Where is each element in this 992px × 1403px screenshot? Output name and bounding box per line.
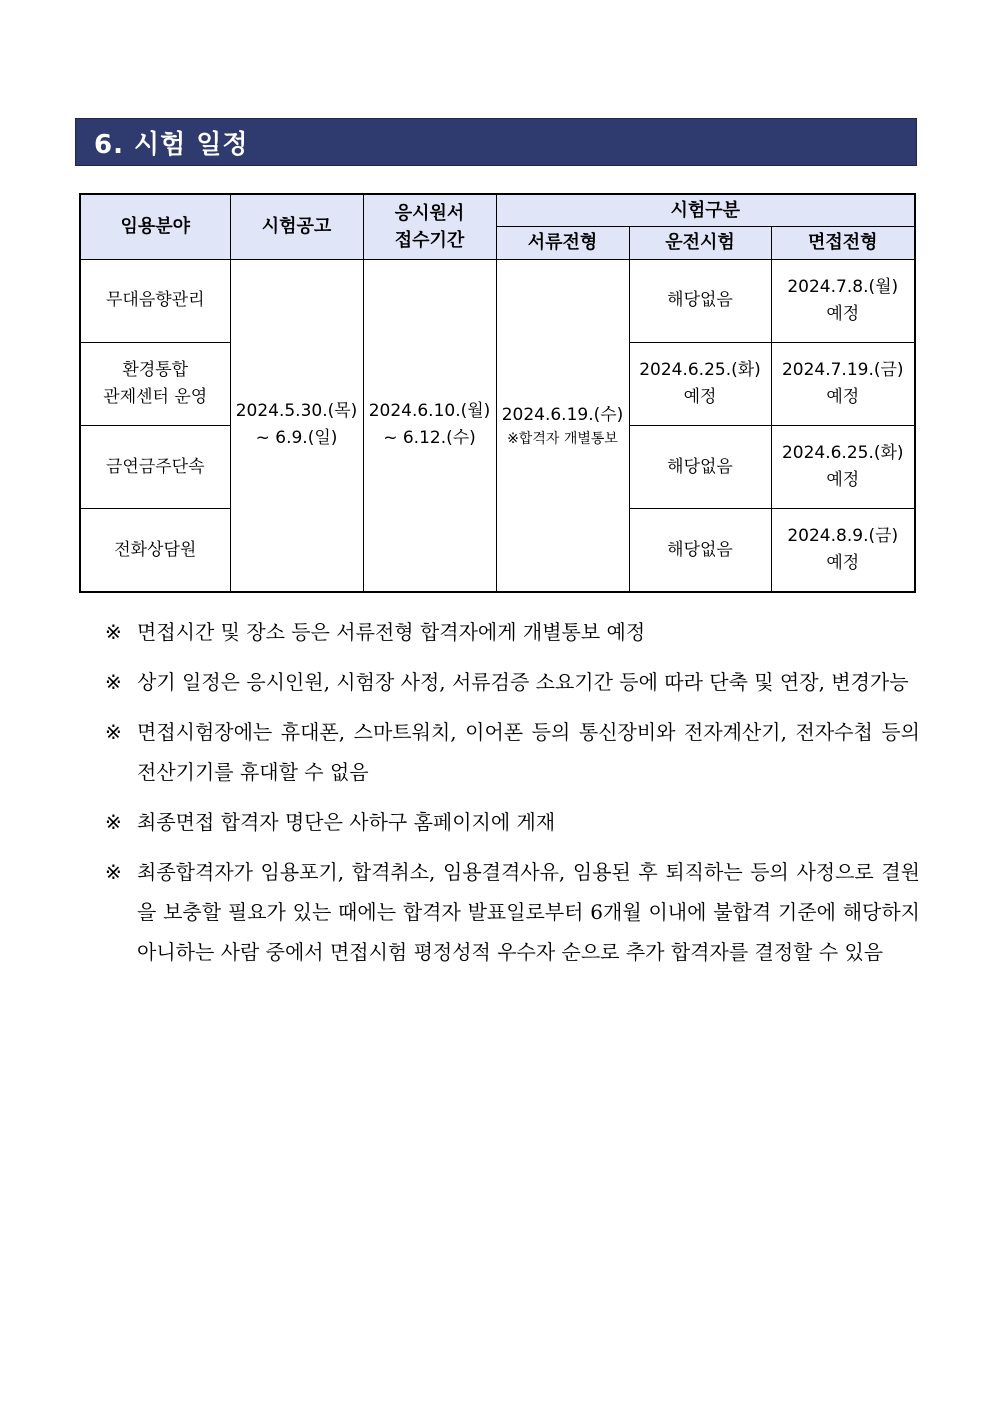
doc-cell (496, 259, 629, 592)
field-cell: 무대음향관리 (80, 259, 230, 342)
doc-note: ※합격자 개별통보 (507, 430, 618, 447)
field-cell: 전화상담원 (80, 509, 230, 592)
section-title: 6. 시험 일정 (94, 129, 249, 160)
note-mark: ※ (105, 670, 122, 694)
drive-cell: 2024.6.25.(화) 예정 (629, 342, 771, 425)
header-exam-group: 시험구분 (496, 194, 915, 226)
note-text: 면접시간 및 장소 등은 서류전형 합격자에게 개별통보 예정 (137, 620, 646, 644)
field-cell: 환경통합 관제센터 운영 (80, 342, 230, 425)
note-item (105, 802, 920, 842)
note-mark: ※ (105, 860, 122, 884)
table-row (80, 259, 915, 342)
note-mark: ※ (105, 620, 122, 644)
note-mark: ※ (105, 810, 122, 834)
interview-cell: 2024.6.25.(화) 예정 (771, 426, 915, 509)
note-text: 면접시험장에는 휴대폰, 스마트워치, 이어폰 등의 통신장비와 전자계산기, 전자수첩 등의 전산기기를 휴대할 수 없음 (137, 720, 920, 784)
note-text: 최종합격자가 임용포기, 합격취소, 임용결격사유, 임용된 후 퇴직하는 등의 사정으로 결원을 보충할 필요가 있는 때에는 합격자 발표일로부터 6개월 이내에 불합격 기준에 해당하지 아니하는 사람 중에서 면접시험 평정성적 우수자 순으로 추가 합격자를 결정할 수 있음 (137, 860, 920, 964)
note-text: 상기 일정은 응시인원, 시험장 사정, 서류검증 소요기간 등에 따라 단축 및 연장, 변경가능 (137, 670, 909, 694)
section-title-bar (75, 118, 917, 166)
header-field: 임용분야 (80, 194, 230, 259)
note-item (105, 612, 920, 652)
header-drive: 운전시험 (629, 226, 771, 259)
interview-cell: 2024.8.9.(금) 예정 (771, 509, 915, 592)
notes-list (105, 612, 920, 982)
header-announce: 시험공고 (230, 194, 363, 259)
drive-cell: 해당없음 (629, 259, 771, 342)
apply-cell: 2024.6.10.(월) ~ 6.12.(수) (363, 259, 496, 592)
drive-cell: 해당없음 (629, 509, 771, 592)
note-item (105, 662, 920, 702)
announce-cell: 2024.5.30.(목) ~ 6.9.(일) (230, 259, 363, 592)
drive-cell: 해당없음 (629, 426, 771, 509)
field-cell: 금연금주단속 (80, 426, 230, 509)
interview-cell: 2024.7.19.(금) 예정 (771, 342, 915, 425)
note-text: 최종면접 합격자 명단은 사하구 홈페이지에 게재 (137, 810, 556, 834)
doc-date: 2024.6.19.(수) (501, 404, 624, 425)
header-apply: 응시원서 접수기간 (363, 194, 496, 259)
note-item (105, 712, 920, 792)
note-mark: ※ (105, 720, 122, 744)
note-item (105, 852, 920, 972)
header-interview: 면접전형 (771, 226, 915, 259)
header-doc: 서류전형 (496, 226, 629, 259)
interview-cell: 2024.7.8.(월) 예정 (771, 259, 915, 342)
exam-schedule-table (79, 193, 916, 593)
